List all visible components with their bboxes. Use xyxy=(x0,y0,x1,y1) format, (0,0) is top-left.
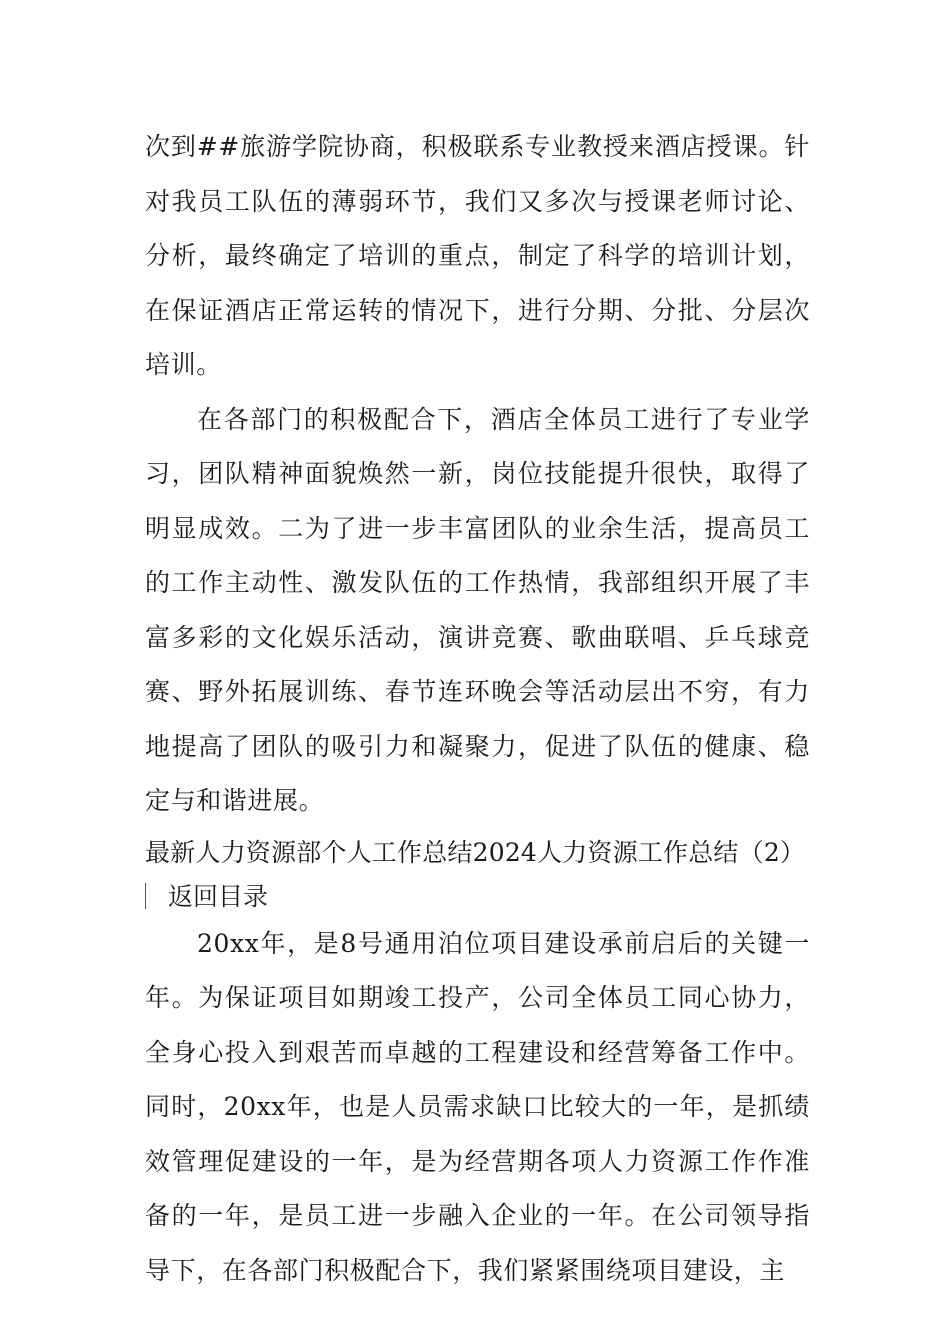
divider xyxy=(145,883,146,909)
back-to-contents-link[interactable]: 返回目录 xyxy=(168,881,269,911)
document-body xyxy=(145,120,810,1298)
paragraph-training: 次到##旅游学院协商，积极联系专业教授来酒店授课。针对我员工队伍的薄弱环节，我们又多次与授课老师讨论、分析，最终确定了培训的重点，制定了科学的培训计划，在保证酒店正常运转的情况下，进行分期、分批、分层次培训。 xyxy=(145,132,810,379)
section-title: 最新人力资源部个人工作总结2024人力资源工作总结（2） xyxy=(145,837,806,867)
paragraph-team-activities: 在各部门的积极配合下，酒店全体员工进行了专业学习，团队精神面貌焕然一新，岗位技能提升很快，取得了明显成效。二为了进一步丰富团队的业余生活，提高员工的工作主动性、激发队伍的工作热情，我部组织开展了丰富多彩的文化娱乐活动，演讲竞赛、歌曲联唱、乒乓球竞赛、野外拓展训练、春节连环晚会等活动层出不穷，有力地提高了团队的吸引力和凝聚力，促进了队伍的健康、稳定与和谐进展。 xyxy=(145,404,810,815)
paragraph-project-year: 20xx年，是8号通用泊位项目建设承前启后的关键一年。为保证项目如期竣工投产，公司全体员工同心协力，全身心投入到艰苦而卓越的工程建设和经营筹备工作中。同时，20xx年，也是人员需求缺口比较大的一年，是抓绩效管理促建设的一年，是为经营期各项人力资源工作作准备的一年，是员工进一步融入企业的一年。在公司领导指导下，在各部门积极配合下，我们紧紧围绕项目建设，主 xyxy=(145,928,810,1285)
back-to-contents[interactable] xyxy=(145,877,810,917)
